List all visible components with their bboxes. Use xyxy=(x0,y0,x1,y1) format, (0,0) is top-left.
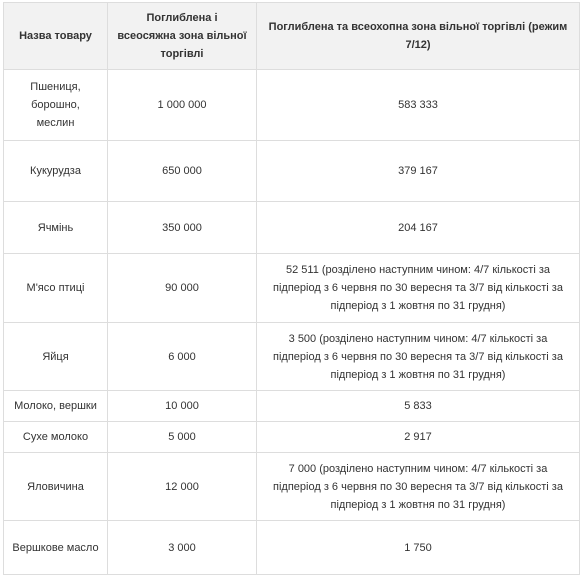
cell-dcfta: 12 000 xyxy=(108,453,257,521)
cell-regime: 583 333 xyxy=(257,70,580,141)
cell-product: Вершкове масло xyxy=(4,521,108,575)
cell-dcfta: 5 000 xyxy=(108,422,257,453)
cell-product: Молоко, вершки xyxy=(4,391,108,422)
cell-regime: 5 833 xyxy=(257,391,580,422)
cell-regime: 3 500 (розділено наступним чином: 4/7 кількості за підперіод з 6 червня по 30 вересня та 3/7 від кількості за підперіод з 1 жовтня по 31 грудня) xyxy=(257,323,580,391)
cell-regime: 7 000 (розділено наступним чином: 4/7 кількості за підперіод з 6 червня по 30 вересня та 3/7 від кількості за підперіод з 1 жовтня по 31 грудня) xyxy=(257,453,580,521)
header-regime: Поглиблена та всеохопна зона вільної торгівлі (режим 7/12) xyxy=(257,3,580,70)
cell-product: Ячмінь xyxy=(4,202,108,254)
cell-regime: 1 750 xyxy=(257,521,580,575)
cell-dcfta: 350 000 xyxy=(108,202,257,254)
table-row xyxy=(4,70,580,141)
cell-dcfta: 6 000 xyxy=(108,323,257,391)
table-row xyxy=(4,422,580,453)
header-product: Назва товару xyxy=(4,3,108,70)
header-row xyxy=(4,3,580,70)
table-row xyxy=(4,254,580,323)
cell-product: Яйця xyxy=(4,323,108,391)
table-row xyxy=(4,391,580,422)
cell-regime: 379 167 xyxy=(257,141,580,202)
table-row xyxy=(4,141,580,202)
cell-dcfta: 650 000 xyxy=(108,141,257,202)
cell-product: Яловичина xyxy=(4,453,108,521)
cell-regime: 204 167 xyxy=(257,202,580,254)
quota-table xyxy=(3,2,580,575)
table-row xyxy=(4,323,580,391)
table-row xyxy=(4,453,580,521)
table-row xyxy=(4,202,580,254)
cell-regime: 52 511 (розділено наступним чином: 4/7 кількості за підперіод з 6 червня по 30 вересня та 3/7 від кількості за підперіод з 1 жовтня по 31 грудня) xyxy=(257,254,580,323)
cell-dcfta: 90 000 xyxy=(108,254,257,323)
cell-dcfta: 1 000 000 xyxy=(108,70,257,141)
table-header xyxy=(4,3,580,70)
table-row xyxy=(4,521,580,575)
cell-product: Пшениця, борошно, меслин xyxy=(4,70,108,141)
cell-regime: 2 917 xyxy=(257,422,580,453)
cell-product: Сухе молоко xyxy=(4,422,108,453)
header-dcfta: Поглиблена і всеосяжна зона вільної торгівлі xyxy=(108,3,257,70)
table-body xyxy=(4,70,580,575)
cell-product: М'ясо птиці xyxy=(4,254,108,323)
cell-product: Кукурудза xyxy=(4,141,108,202)
cell-dcfta: 3 000 xyxy=(108,521,257,575)
cell-dcfta: 10 000 xyxy=(108,391,257,422)
